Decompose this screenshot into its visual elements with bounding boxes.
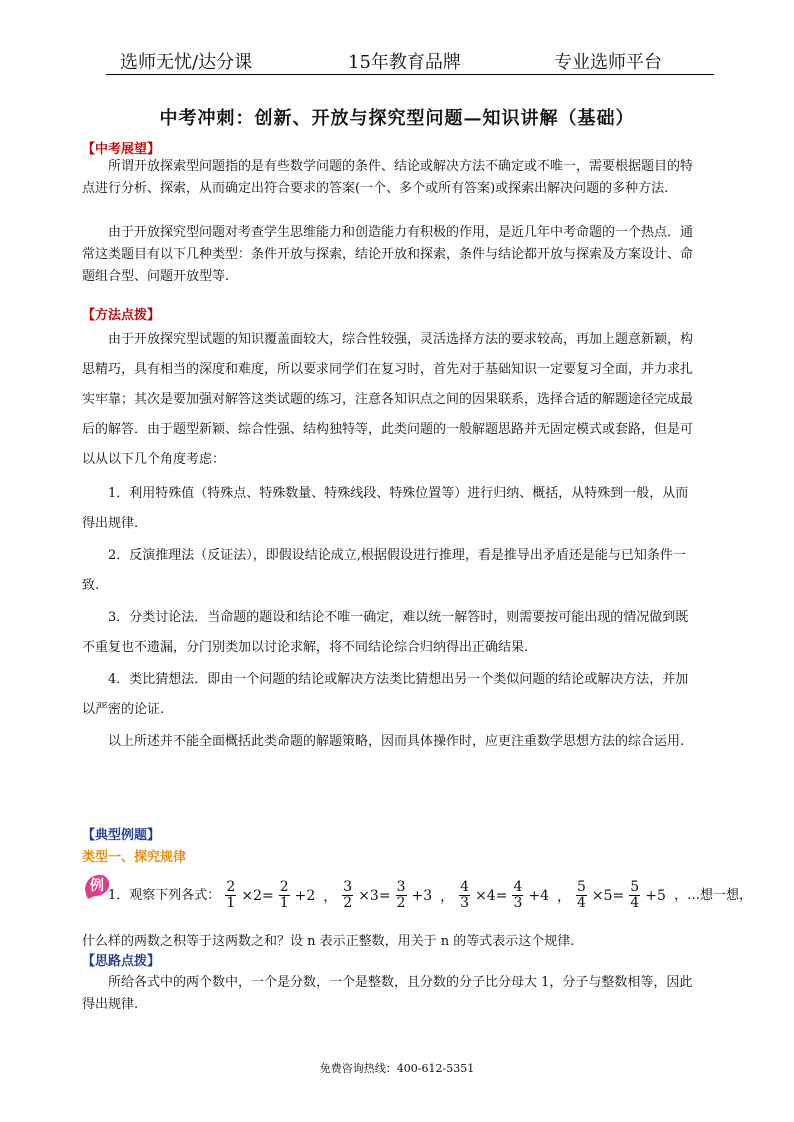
operator: ×2= — [241, 887, 274, 904]
section-label-method: 【方法点拨】 — [82, 308, 161, 323]
example-1-question: 什么样的两数之积等于这两数之和？设 n 表示正整数，用关于 n 的等式表示这个规律. — [82, 934, 575, 949]
page-title: 中考冲刺：创新、开放与探究型问题—知识讲解（基础） — [159, 108, 635, 129]
operator: +2 — [294, 887, 316, 904]
header-center: 15年教育品牌 — [348, 52, 461, 73]
operator: +3 — [411, 887, 433, 904]
method-item-2: 2．反演推理法（反证法），即假设结论成立,根据假设进行推理，看是推导出矛盾还是能与已知条件一致. — [82, 548, 686, 593]
header-left: 选师无忧/达分课 — [120, 52, 253, 73]
fraction: $\frac{3}{2}$ — [343, 879, 353, 911]
operator: ， — [557, 888, 571, 905]
example-suffix: ，…想一想， — [674, 888, 753, 903]
fraction: $\frac{2}{1}$ — [279, 879, 289, 911]
outlook-paragraph-1: 所谓开放探索型问题指的是有些数学问题的条件、结论或解决方法不确定或不唯一，需要根据题目的特点进行分析、探索，从而确定出符合要求的答案(一个、多个或所有答案)或探索出解决问题的多种方法. — [82, 159, 694, 196]
fraction: $\frac{5}{4}$ — [630, 879, 640, 911]
operator: ， — [440, 888, 455, 905]
fraction: $\frac{4}{3}$ — [513, 879, 523, 911]
type-heading: 类型一、探究规律 — [82, 850, 187, 865]
fraction: $\frac{2}{1}$ — [226, 879, 236, 911]
footer-hotline: 免费咨询热线：400-612-5351 — [319, 1062, 475, 1075]
operator: +4 — [528, 887, 549, 904]
example-prefix: 1．观察下列各式： — [108, 888, 221, 903]
section-label-outlook: 【中考展望】 — [82, 142, 161, 157]
outlook-paragraph-2: 由于开放探究型问题对考查学生思维能力和创造能力有积极的作用，是近几年中考命题的一个热点．通常这类题目有以下几种类型：条件开放与探索，结论开放和探索，条件与结论都开放与探索及方案设计、命题组合型、问题开放型等. — [82, 225, 694, 284]
method-item-4: 4．类比猜想法．即由一个问题的结论或解决方法类比猜想出另一个类似问题的结论或解决方法，并加以严密的论证. — [82, 672, 689, 717]
example-badge-text: 例 — [90, 878, 104, 894]
operator: ×5= — [591, 887, 625, 904]
operator: ， — [323, 888, 338, 905]
header-right: 专业选师平台 — [554, 52, 662, 73]
fraction: $\frac{3}{2}$ — [396, 879, 406, 911]
operator: ×3= — [358, 887, 391, 904]
example-1-line — [108, 880, 752, 911]
section-label-examples: 【典型例题】 — [82, 828, 161, 843]
example-equations — [224, 879, 669, 911]
page-header — [106, 44, 714, 75]
method-item-3: 3．分类讨论法．当命题的题设和结论不唯一确定，难以统一解答时，则需要按可能出现的情况做到既不重复也不遗漏，分门别类加以讨论求解，将不同结论综合归纳得出正确结果. — [82, 610, 689, 655]
method-item-1: 1．利用特殊值（特殊点、特殊数量、特殊线段、特殊位置等）进行归纳、概括，从特殊到一般，从而得出规律. — [82, 486, 689, 531]
fraction: $\frac{4}{3}$ — [460, 879, 470, 911]
operator: ×4= — [475, 887, 508, 904]
method-closing: 以上所述并不能全面概括此类命题的解题策略，因而具体操作时，应更注重数学思想方法的综合运用. — [108, 734, 685, 749]
operator: +5 — [645, 887, 666, 904]
fraction: $\frac{5}{4}$ — [577, 879, 586, 911]
hint-label: 【思路点拨】 — [82, 954, 161, 969]
method-paragraph: 由于开放探究型试题的知识覆盖面较大，综合性较强，灵活选择方法的要求较高，再加上题意新颖，构思精巧，具有相当的深度和难度，所以要求同学们在复习时，首先对于基础知识一定要复习全面，并力求扎实牢靠；其次是要加强对解答这类试题的练习，注意各知识点之间的因果联系，选择合适的解题途径完成最后的解答．由于题型新颖、综合性强、结构独特等，此类问题的一般解题思路并无固定模式或套路，但是可以从以下几个角度考虑： — [82, 332, 694, 467]
hint-paragraph: 所给各式中的两个数中，一个是分数，一个是整数，且分数的分子比分母大 1，分子与整数相等，因此得出规律. — [82, 975, 693, 1012]
